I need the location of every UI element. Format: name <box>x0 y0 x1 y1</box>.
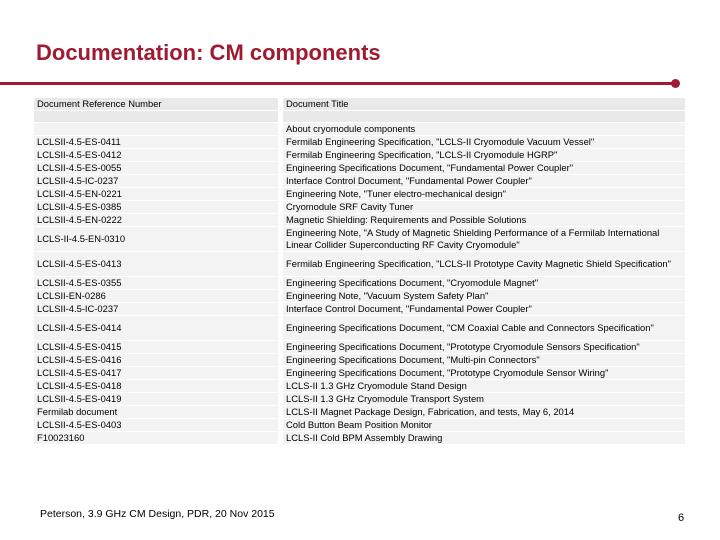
document-reference-cell: LCLSII-4.5-IC-0237 <box>34 303 278 315</box>
document-reference-cell: LCLSII-4.5-ES-0055 <box>34 162 278 174</box>
document-reference-cell: LCLSII-EN-0286 <box>34 290 278 302</box>
document-title-cell: LCLS-II Magnet Package Design, Fabrication, and tests, May 6, 2014 <box>283 406 685 418</box>
document-reference-cell: LCLSII-4.5-ES-0413 <box>34 252 278 276</box>
document-reference-cell: LCLSII-4.5-EN-0222 <box>34 214 278 226</box>
document-title-cell: Engineering Specifications Document, "Multi-pin Connectors" <box>283 354 685 366</box>
table-row <box>34 432 685 444</box>
document-reference-cell: LCLS-II-4.5-EN-0310 <box>34 227 278 251</box>
document-reference-cell: LCLSII-4.5-ES-0418 <box>34 380 278 392</box>
document-title-cell: Interface Control Document, "Fundamental Power Coupler" <box>283 175 685 187</box>
table-spacer-row <box>34 111 685 122</box>
table-row <box>34 188 685 200</box>
document-reference-cell: LCLSII-4.5-ES-0403 <box>34 419 278 431</box>
document-reference-cell <box>34 123 278 135</box>
table-row <box>34 290 685 302</box>
document-title-cell: Interface Control Document, "Fundamental Power Coupler" <box>283 303 685 315</box>
document-title-cell: Engineering Specifications Document, "Prototype Cryomodule Sensors Specification" <box>283 341 685 353</box>
table-row <box>34 393 685 405</box>
table-row <box>34 406 685 418</box>
document-reference-cell: LCLSII-4.5-EN-0221 <box>34 188 278 200</box>
document-title-cell: Engineering Note, "Vacuum System Safety Plan" <box>283 290 685 302</box>
title-rule <box>0 82 676 85</box>
documentation-table <box>34 97 685 445</box>
slide-footer: Peterson, 3.9 GHz CM Design, PDR, 20 Nov 2015 <box>40 508 275 520</box>
document-reference-cell: LCLSII-4.5-ES-0415 <box>34 341 278 353</box>
table-row <box>34 123 685 135</box>
table-row <box>34 277 685 289</box>
document-reference-cell: LCLSII-4.5-ES-0385 <box>34 201 278 213</box>
document-reference-cell: Fermilab document <box>34 406 278 418</box>
document-reference-cell: LCLSII-4.5-ES-0419 <box>34 393 278 405</box>
document-title-cell: Engineering Specifications Document, "Prototype Cryomodule Sensor Wiring" <box>283 367 685 379</box>
document-title-cell: Cold Button Beam Position Monitor <box>283 419 685 431</box>
document-title-cell: LCLS-II Cold BPM Assembly Drawing <box>283 432 685 444</box>
document-reference-cell: LCLSII-4.5-IC-0237 <box>34 175 278 187</box>
table-row <box>34 136 685 148</box>
document-title-cell: Fermilab Engineering Specification, "LCLS-II Cryomodule Vacuum Vessel" <box>283 136 685 148</box>
table-row <box>34 149 685 161</box>
document-title-cell: LCLS-II 1.3 GHz Cryomodule Transport System <box>283 393 685 405</box>
document-title-cell: Engineering Specifications Document, "Cryomodule Magnet" <box>283 277 685 289</box>
table-header-row <box>34 98 685 110</box>
slide-title: Documentation: CM components <box>36 40 381 65</box>
table-row <box>34 214 685 226</box>
document-title-cell: Engineering Note, "A Study of Magnetic Shielding Performance of a Fermilab International Linear Collider Superconducting RF Cavity Cryomodule" <box>283 227 685 251</box>
document-reference-cell: LCLSII-4.5-ES-0411 <box>34 136 278 148</box>
document-title-cell: LCLS-II 1.3 GHz Cryomodule Stand Design <box>283 380 685 392</box>
table-row <box>34 201 685 213</box>
table-row <box>34 341 685 353</box>
title-rule-dot <box>671 79 680 88</box>
document-title-cell: Engineering Specifications Document, "CM Coaxial Cable and Connectors Specification" <box>283 316 685 340</box>
table-row <box>34 175 685 187</box>
table-row <box>34 380 685 392</box>
document-title-cell: Magnetic Shielding: Requirements and Possible Solutions <box>283 214 685 226</box>
table-row <box>34 316 685 340</box>
header-reference-number: Document Reference Number <box>34 98 278 110</box>
document-title-cell: Cryomodule SRF Cavity Tuner <box>283 201 685 213</box>
table-row <box>34 227 685 251</box>
header-document-title: Document Title <box>283 98 685 110</box>
document-title-cell: Engineering Specifications Document, "Fundamental Power Coupler" <box>283 162 685 174</box>
document-reference-cell: LCLSII-4.5-ES-0417 <box>34 367 278 379</box>
document-reference-cell: LCLSII-4.5-ES-0412 <box>34 149 278 161</box>
document-title-cell: Fermilab Engineering Specification, "LCLS-II Cryomodule HGRP" <box>283 149 685 161</box>
document-reference-cell: LCLSII-4.5-ES-0355 <box>34 277 278 289</box>
table-row <box>34 354 685 366</box>
table-row <box>34 162 685 174</box>
table-row <box>34 419 685 431</box>
table-row <box>34 303 685 315</box>
document-title-cell: Fermilab Engineering Specification, "LCLS-II Prototype Cavity Magnetic Shield Specification" <box>283 252 685 276</box>
document-reference-cell: LCLSII-4.5-ES-0414 <box>34 316 278 340</box>
table-row <box>34 367 685 379</box>
document-reference-cell: F10023160 <box>34 432 278 444</box>
page-number: 6 <box>678 512 685 524</box>
document-reference-cell: LCLSII-4.5-ES-0416 <box>34 354 278 366</box>
document-title-cell: About cryomodule components <box>283 123 685 135</box>
document-title-cell: Engineering Note, "Tuner electro-mechanical design" <box>283 188 685 200</box>
table-row <box>34 252 685 276</box>
